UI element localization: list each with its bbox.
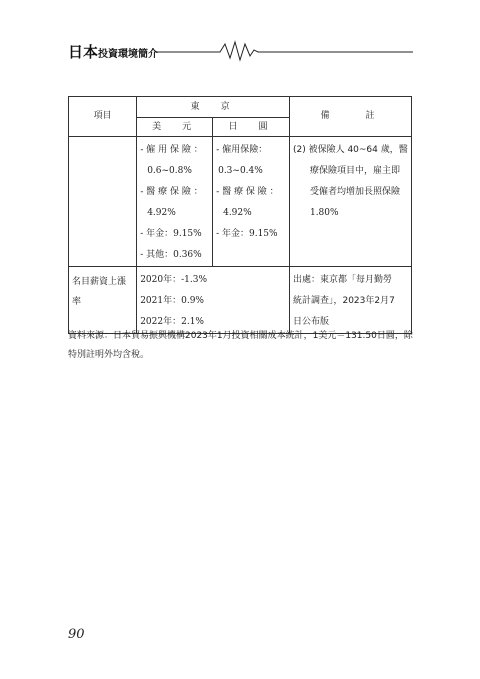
insurance-note-line: 療保險項目中，雇主即	[309, 166, 400, 176]
header-title	[68, 41, 158, 62]
insurance-usd-line: - 醫 療 保 險 ：	[140, 187, 203, 197]
page-header	[68, 40, 413, 62]
wage-label: 名目薪資上漲率	[69, 267, 137, 334]
insurance-jpy-line: - 醫 療 保 險 ：	[216, 187, 279, 197]
header-jpy: 日 圓	[213, 118, 290, 137]
insurance-note-cell	[289, 137, 411, 267]
wage-note-cell	[289, 267, 411, 334]
wage-value: 2022年：2.1%	[140, 317, 204, 327]
source-note: 資料來源：日本貿易振興機構2023年1月投資相關成本統計，1美元＝131.50日圓，除特別註明外均含稅。	[68, 331, 413, 360]
insurance-note-line: (2) 被保險人 40~64 歲，醫	[292, 145, 408, 155]
insurance-note-line: 受僱者均增加長照保險	[309, 187, 400, 197]
header-tokyo: 東 京	[137, 97, 290, 118]
insurance-usd-line: - 其他：0.36%	[140, 250, 202, 260]
insurance-jpy-line: - 僱用保險：	[216, 145, 268, 155]
page-number: 90	[68, 627, 85, 642]
insurance-usd-cell	[137, 137, 213, 267]
insurance-jpy-line: 0.3~0.4%	[218, 166, 263, 176]
wage-note-line: 日公布版	[292, 317, 329, 327]
insurance-usd-line: 4.92%	[147, 208, 176, 218]
insurance-jpy-cell	[213, 137, 290, 267]
header-usd: 美 元	[137, 118, 213, 137]
insurance-usd-line: - 年金：9.15%	[140, 229, 202, 239]
wage-note-line: 出處：東京都「每月勤勞	[292, 275, 392, 285]
insurance-jpy-line: 4.92%	[223, 208, 252, 218]
wage-note-line: 統計調查」，2023年2月7	[292, 296, 395, 306]
wage-value: 2021年：0.9%	[140, 296, 204, 306]
wage-values-cell	[137, 267, 290, 334]
header-note: 備 註	[289, 97, 411, 137]
wage-value: 2020年：-1.3%	[140, 275, 208, 285]
header-title-big: 日本	[68, 43, 99, 61]
header-item: 項目	[69, 97, 137, 137]
header-title-small: 投資環境簡介	[98, 49, 159, 60]
insurance-usd-line: - 僱 用 保 險 ：	[140, 145, 203, 155]
insurance-note-line: 1.80%	[309, 208, 339, 218]
insurance-item-cell	[69, 137, 137, 267]
cost-table	[68, 96, 412, 334]
insurance-usd-line: 0.6~0.8%	[147, 166, 192, 176]
insurance-jpy-line: - 年金：9.15%	[216, 229, 278, 239]
